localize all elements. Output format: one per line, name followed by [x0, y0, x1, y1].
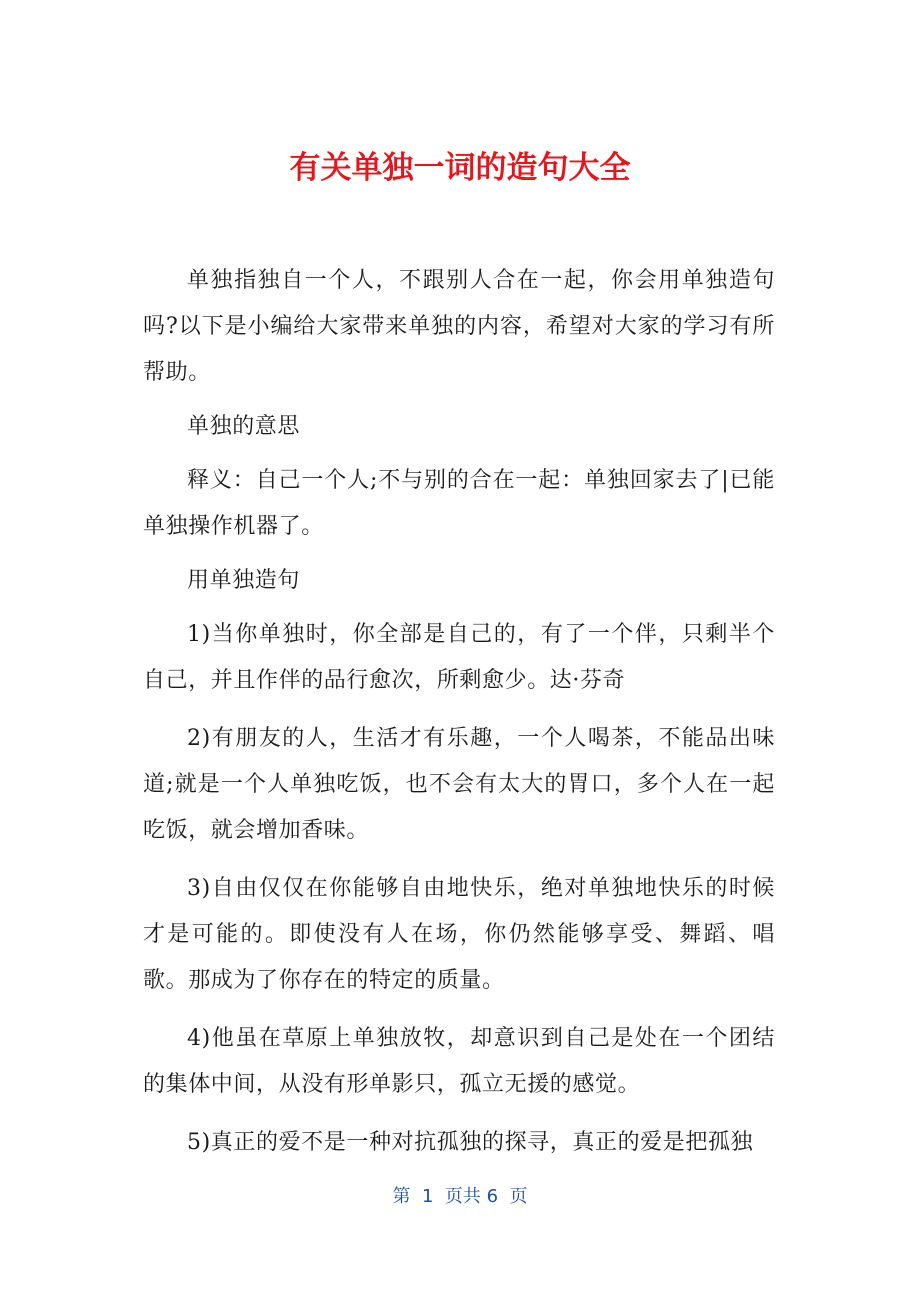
- definition-paragraph: 释义：自己一个人;不与别的合在一起：单独回家去了|已能单独操作机器了。: [143, 468, 775, 539]
- page-title: 有关单独一词的造句大全: [289, 150, 631, 186]
- intro-paragraph: 单独指独自一个人，不跟别人合在一起，你会用单独造句吗?以下是小编给大家带来单独的内容，希望对大家的学习有所帮助。: [143, 268, 775, 385]
- sentence-item-1: 1)当你单独时，你全部是自己的，有了一个伴，只剩半个自己，并且作伴的品行愈次，所剩愈少。达·芬奇: [143, 622, 775, 693]
- document-body: [143, 258, 775, 1178]
- section-heading-sentences: 用单独造句: [187, 568, 301, 593]
- sentence-item-3: 3)自由仅仅在你能够自由地快乐，绝对单独地快乐的时候才是可能的。即使没有人在场，你仍然能够享受、舞蹈、唱歌。那成为了你存在的特定的质量。: [143, 876, 775, 993]
- sentence-item-4: 4)他虽在草原上单独放牧，却意识到自己是处在一个团结的集体中间，从没有形单影只，孤立无援的感觉。: [143, 1026, 775, 1097]
- sentence-item-5: 5)真正的爱不是一种对抗孤独的探寻，真正的爱是把孤独: [187, 1130, 754, 1155]
- section-heading-meaning: 单独的意思: [187, 414, 301, 439]
- page-footer: 第 1 页共 6 页: [392, 1186, 528, 1207]
- sentence-item-2: 2)有朋友的人，生活才有乐趣，一个人喝茶，不能品出味道;就是一个人单独吃饭，也不会有太大的胃口，多个人在一起吃饭，就会增加香味。: [143, 726, 775, 843]
